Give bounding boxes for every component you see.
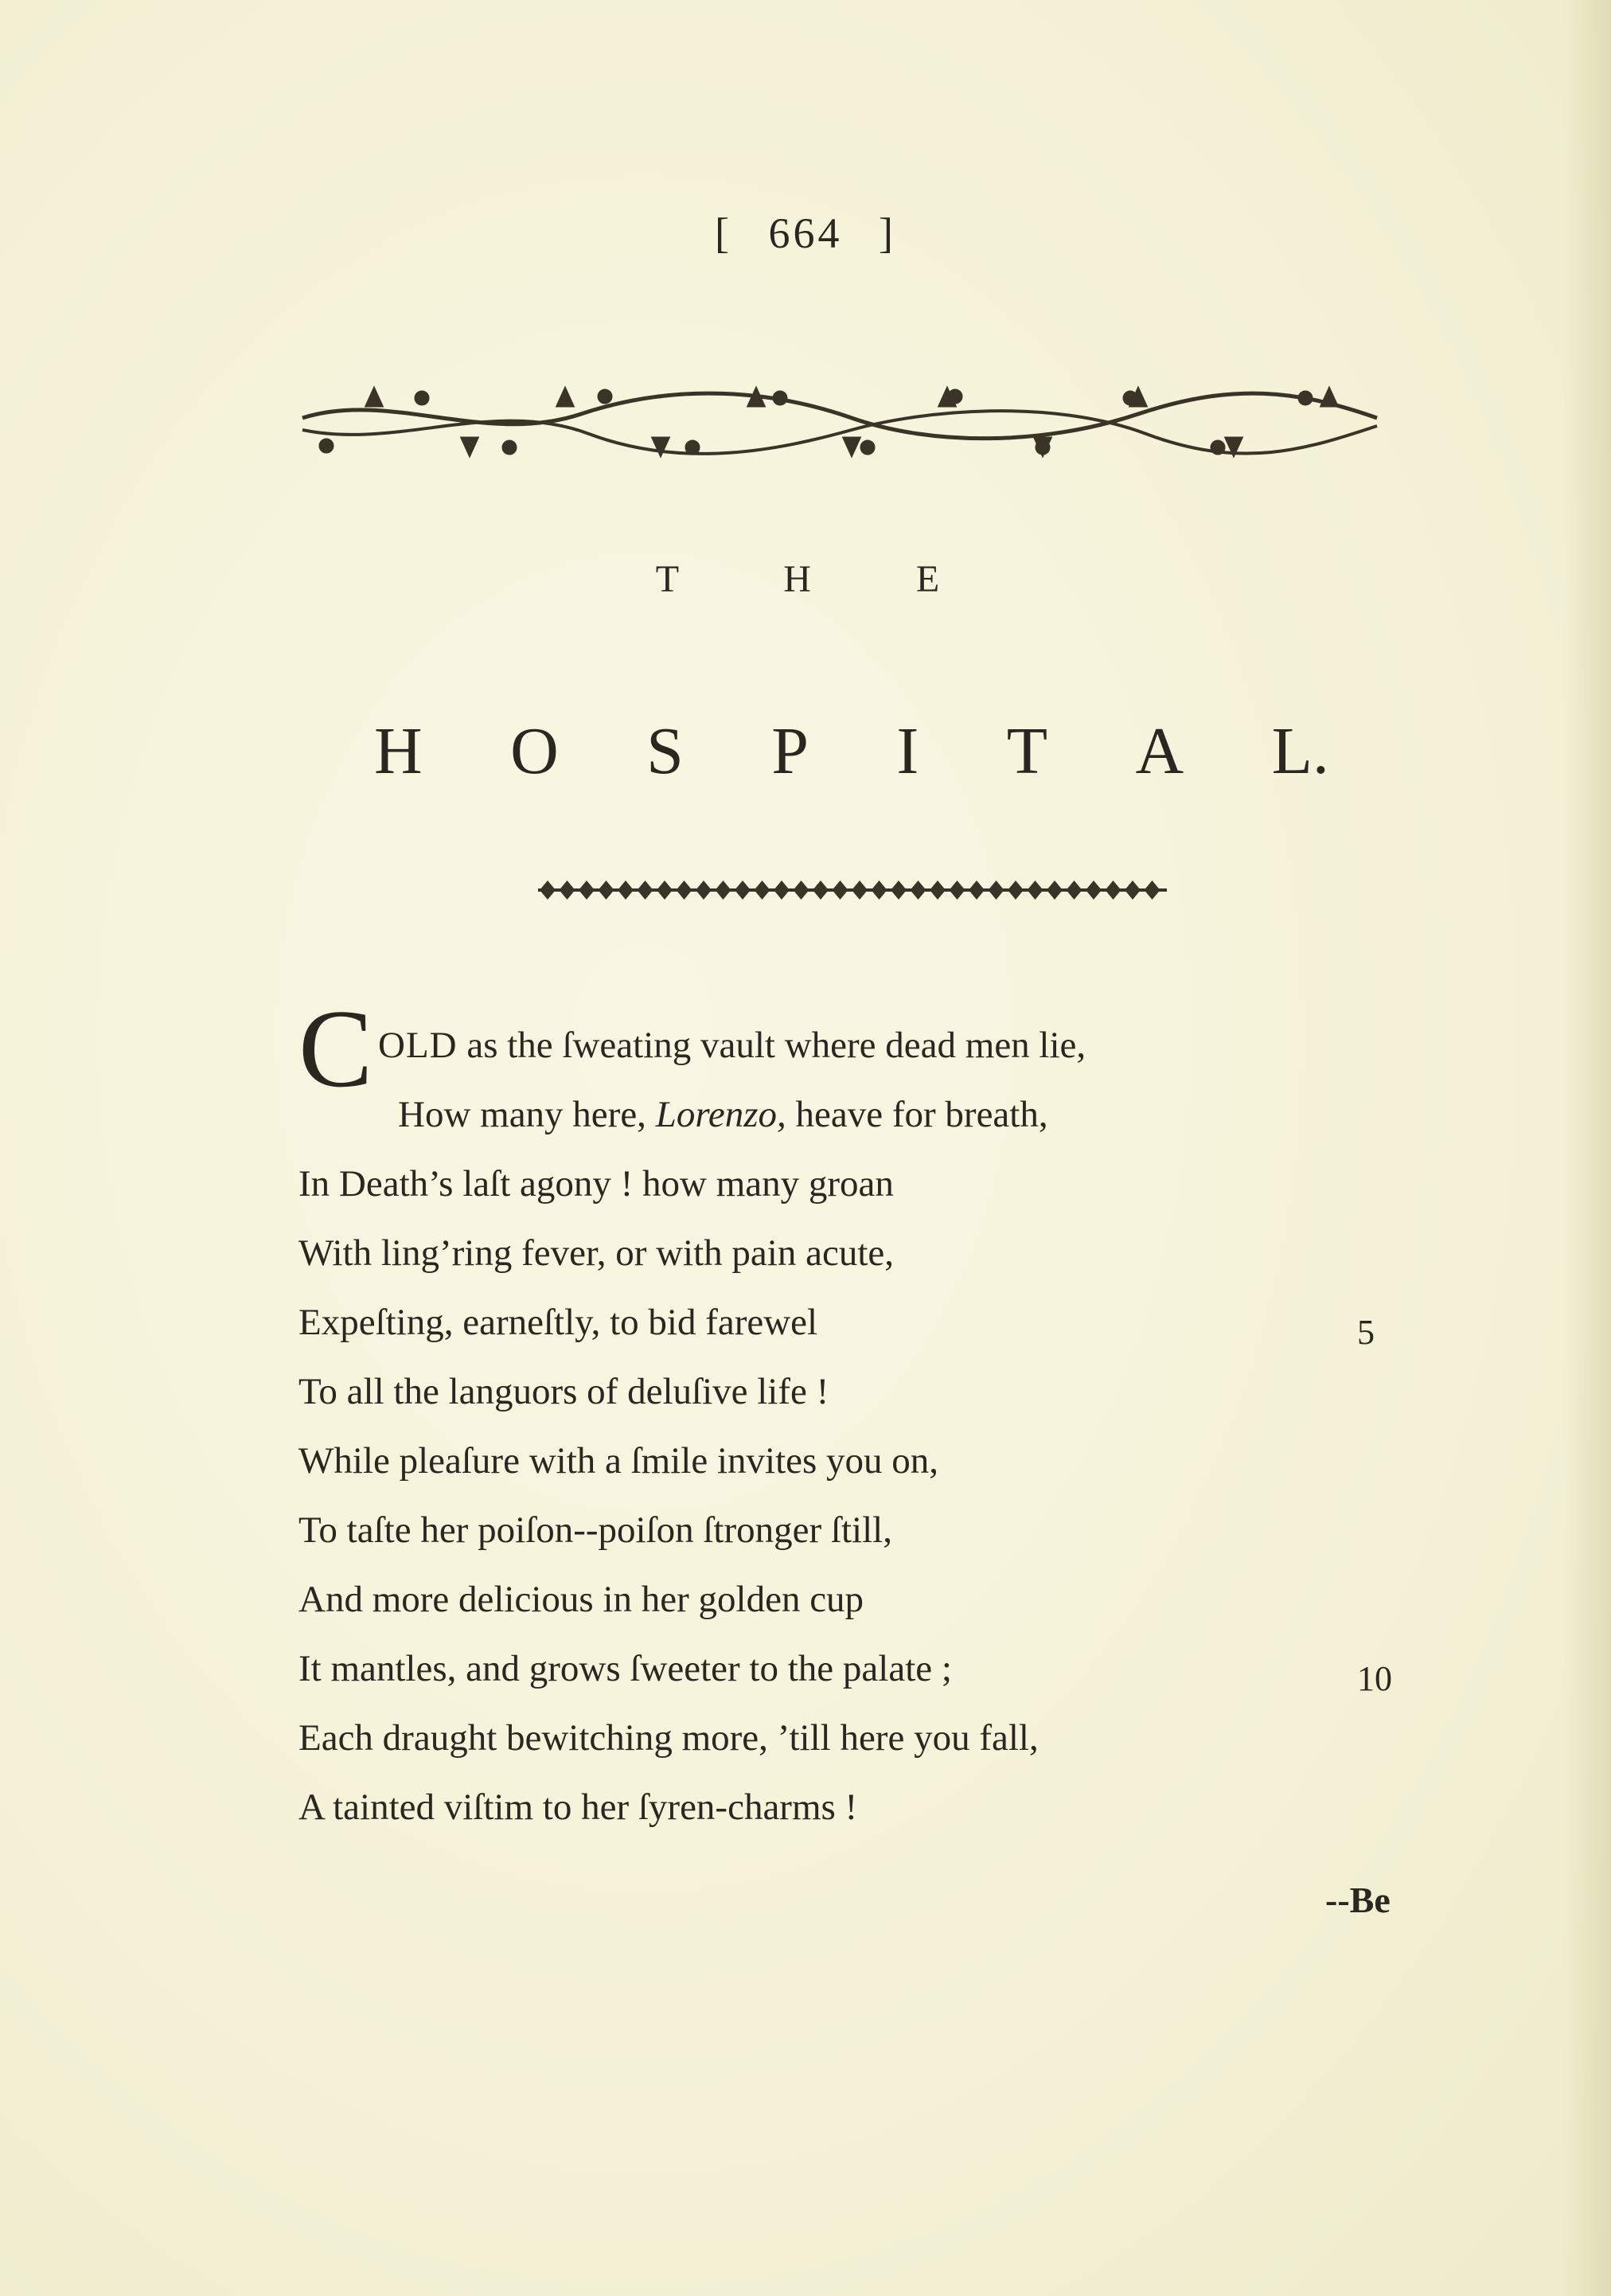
poem-line bbox=[298, 1496, 1413, 1565]
catchword: --Be bbox=[1325, 1880, 1391, 1920]
header-close-bracket: ] bbox=[879, 209, 896, 257]
poem-line-text: Expeſting, earneſtly, to bid farewel bbox=[298, 1302, 818, 1343]
poem-line bbox=[298, 1357, 1413, 1427]
rule-diamond bbox=[696, 881, 712, 900]
poem-line-text: While pleaſure with a ſmile invites you on, bbox=[298, 1440, 939, 1482]
rule-diamond bbox=[891, 881, 907, 900]
rule-diamond bbox=[716, 881, 731, 900]
title-the: T H E bbox=[655, 558, 988, 600]
poem-line-text: To all the languors of deluſive life ! bbox=[298, 1371, 829, 1412]
rule-diamond bbox=[969, 881, 985, 900]
first-line-rest: as the ſweating vault where dead men lie, bbox=[457, 1025, 1086, 1066]
poem-line-text: With ling’ring fever, or with pain acute, bbox=[298, 1232, 894, 1274]
header-open-bracket: [ bbox=[715, 209, 732, 257]
title-letter: H bbox=[374, 714, 423, 788]
rule-diamond bbox=[794, 881, 809, 900]
rule-diamond bbox=[989, 881, 1004, 900]
rule-diamond bbox=[560, 881, 575, 900]
line-number: 10 bbox=[1357, 1659, 1392, 1698]
title-letter: A bbox=[1135, 714, 1184, 788]
lorenzo-name: Lorenzo, bbox=[655, 1094, 786, 1135]
rule-diamond bbox=[540, 881, 556, 900]
rule-diamond bbox=[911, 881, 926, 900]
rule-diamond bbox=[677, 881, 692, 900]
title-letter: L. bbox=[1271, 714, 1329, 788]
first-word: OLD bbox=[378, 1025, 458, 1066]
title-letter: O bbox=[510, 714, 559, 788]
title-letter: S bbox=[646, 714, 684, 788]
floral-ornament-band bbox=[295, 374, 1385, 462]
rule-diamond bbox=[930, 881, 946, 900]
rule-diamond bbox=[1106, 881, 1121, 900]
line-number: 5 bbox=[1357, 1313, 1375, 1352]
rule-diamond bbox=[638, 881, 653, 900]
second-line-start: How many here, bbox=[398, 1094, 656, 1135]
poem-line bbox=[298, 1288, 1413, 1357]
title-letter: P bbox=[771, 714, 809, 788]
rule-diamond bbox=[1008, 881, 1024, 900]
poem-line-text: And more delicious in her golden cup bbox=[298, 1579, 864, 1620]
poem-body bbox=[298, 987, 1413, 1842]
ornamental-rule bbox=[538, 878, 1167, 902]
rule-diamond bbox=[755, 881, 770, 900]
poem-line bbox=[298, 1704, 1413, 1773]
second-line-end: heave for breath, bbox=[786, 1094, 1048, 1135]
rule-diamond bbox=[735, 881, 751, 900]
poem-line bbox=[298, 1150, 1413, 1219]
page-edge-shadow bbox=[1563, 0, 1611, 2296]
page-number: 664 bbox=[768, 209, 843, 257]
rule-diamond bbox=[774, 881, 790, 900]
rule-diamond bbox=[833, 881, 848, 900]
title-letter: T bbox=[1006, 714, 1048, 788]
rule-diamond bbox=[657, 881, 673, 900]
rule-diamond bbox=[950, 881, 965, 900]
poem-line-text: To taſte her poiſon--poiſon ſtronger ſtill, bbox=[298, 1509, 892, 1551]
rule-diamond bbox=[618, 881, 634, 900]
rule-diamond bbox=[1086, 881, 1102, 900]
title-hospital bbox=[374, 713, 1329, 790]
poem-line bbox=[298, 1565, 1413, 1634]
poem-line-text: Each draught bewitching more, ’till here you fall, bbox=[298, 1717, 1039, 1759]
poem-line-1 bbox=[298, 987, 1413, 1111]
rule-diamond bbox=[1067, 881, 1082, 900]
poem-line bbox=[298, 1773, 1413, 1842]
rule-diamond bbox=[1028, 881, 1043, 900]
rule-diamond bbox=[599, 881, 614, 900]
title-letter: I bbox=[896, 714, 919, 788]
poem-line bbox=[298, 1219, 1413, 1288]
poem-line bbox=[298, 1427, 1413, 1496]
page-header bbox=[0, 209, 1611, 258]
rule-diamond bbox=[813, 881, 829, 900]
poem-line bbox=[298, 1634, 1413, 1704]
poem-line-text: In Death’s laſt agony ! how many groan bbox=[298, 1163, 894, 1205]
drop-cap: C bbox=[298, 987, 373, 1111]
poem-line-text: It mantles, and grows ſweeter to the palate ; bbox=[298, 1648, 952, 1689]
rule-diamond bbox=[579, 881, 595, 900]
rule-diamond bbox=[1047, 881, 1063, 900]
rule-diamond bbox=[1145, 881, 1160, 900]
poem-line-text: A tainted viſtim to her ſyren-charms ! bbox=[298, 1786, 858, 1828]
rule-diamond bbox=[1125, 881, 1141, 900]
poem-line-2 bbox=[298, 1080, 1413, 1150]
rule-diamond bbox=[872, 881, 887, 900]
rule-diamond bbox=[852, 881, 868, 900]
